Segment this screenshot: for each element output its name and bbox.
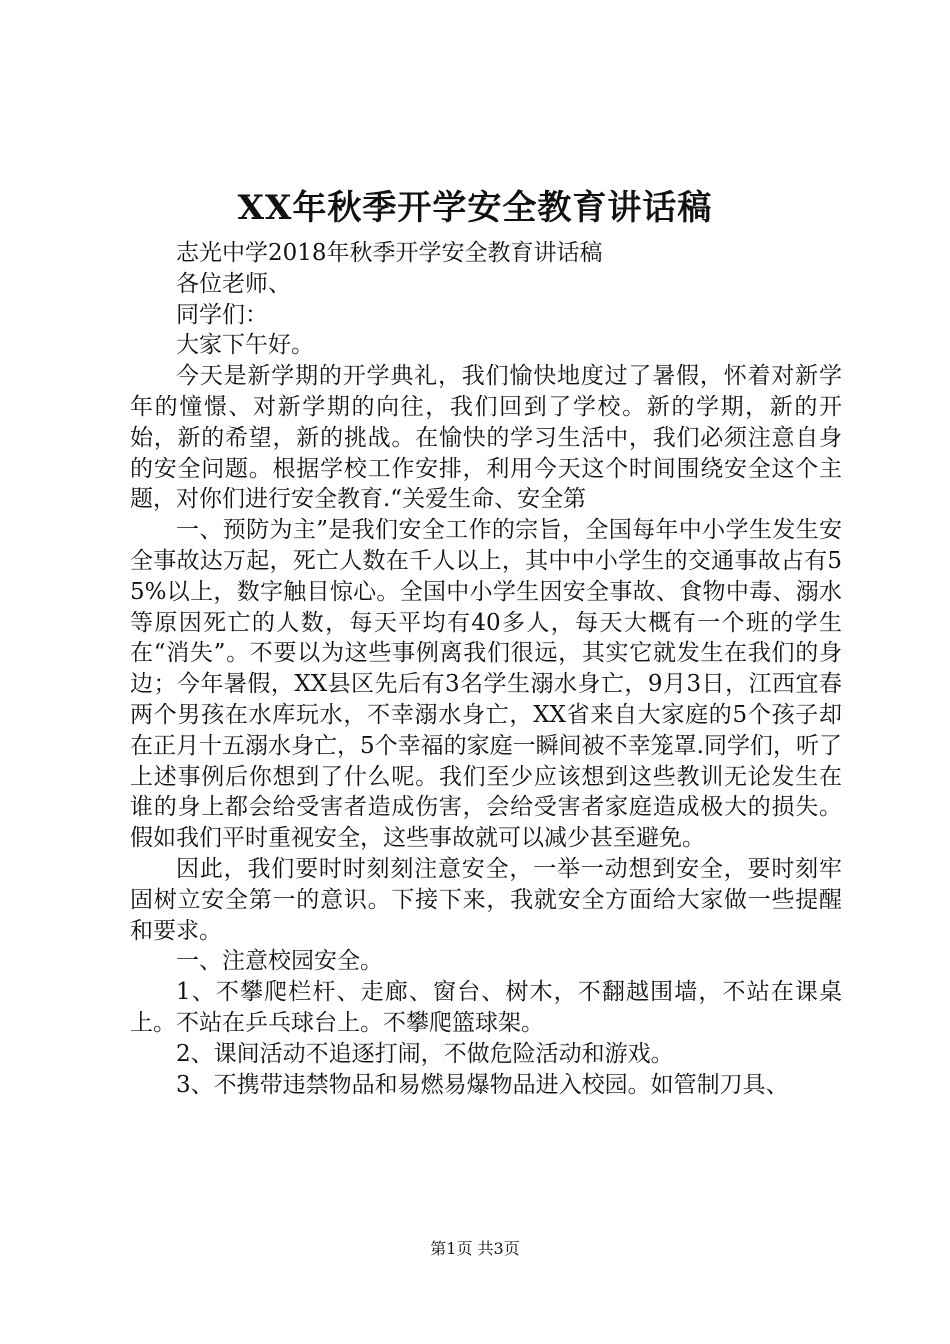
paragraph-greeting-students: 同学们： [176, 301, 268, 328]
paragraph-intro: 今天是新学期的开学典礼，我们愉快地度过了暑假，怀着对新学年的憧憬、对新学期的向往，我们回到了学校。新的学期，新的开始，新的希望，新的挑战。在愉快的学习生活中，我们必须注意自身的安全问题。根据学校工作安排，利用今天这个时间围绕安全这个主题，对你们进行安全教育.“关爱生命、安全第 [130, 363, 842, 513]
page-footer: 第1页 共3页 [430, 1239, 520, 1258]
document-body [130, 238, 842, 1100]
list-item-1: 1、不攀爬栏杆、走廊、窗台、树木，不翻越围墙，不站在课桌上。不站在乒乓球台上。不攀爬篮球架。 [130, 979, 842, 1036]
paragraph-good-afternoon: 大家下午好。 [176, 332, 314, 359]
paragraph-school-heading: 志光中学2018年秋季开学安全教育讲话稿 [176, 240, 603, 266]
paragraph-greeting-teachers: 各位老师、 [176, 270, 291, 297]
paragraph-statistics: 一、预防为主”是我们安全工作的宗旨，全国每年中小学生发生安全事故达万起，死亡人数在千人以上，其中中小学生的交通事故占有55%以上，数字触目惊心。全国中小学生因安全事故、食物中毒、溺水等原因死亡的人数，每天平均有40多人，每天大概有一个班的学生在“消失”。不要以为这些事例离我们很远，其实它就发生在我们的身边；今年暑假，XX县区先后有3名学生溺水身亡，9月3日，江西宜春两个男孩在水库玩水，不幸溺水身亡，XX省来自大家庭的5个孩子却在正月十五溺水身亡，5个幸福的家庭一瞬间被不幸笼罩.同学们，听了上述事例后你想到了什么呢。我们至少应该想到这些教训无论发生在谁的身上都会给受害者造成伤害，会给受害者家庭造成极大的损失。假如我们平时重视安全，这些事故就可以减少甚至避免。 [130, 517, 842, 852]
section-heading-campus-safety: 一、注意校园安全。 [176, 948, 383, 975]
list-item-3: 3、不携带违禁物品和易燃易爆物品进入校园。如管制刀具、 [176, 1071, 789, 1098]
list-item-2: 2、课间活动不追逐打闹，不做危险活动和游戏。 [176, 1040, 674, 1067]
paragraph-therefore: 因此，我们要时时刻刻注意安全，一举一动想到安全，要时刻牢固树立安全第一的意识。下接下来，我就安全方面给大家做一些提醒和要求。 [130, 855, 842, 944]
document-title: XX年秋季开学安全教育讲话稿 [237, 188, 713, 228]
